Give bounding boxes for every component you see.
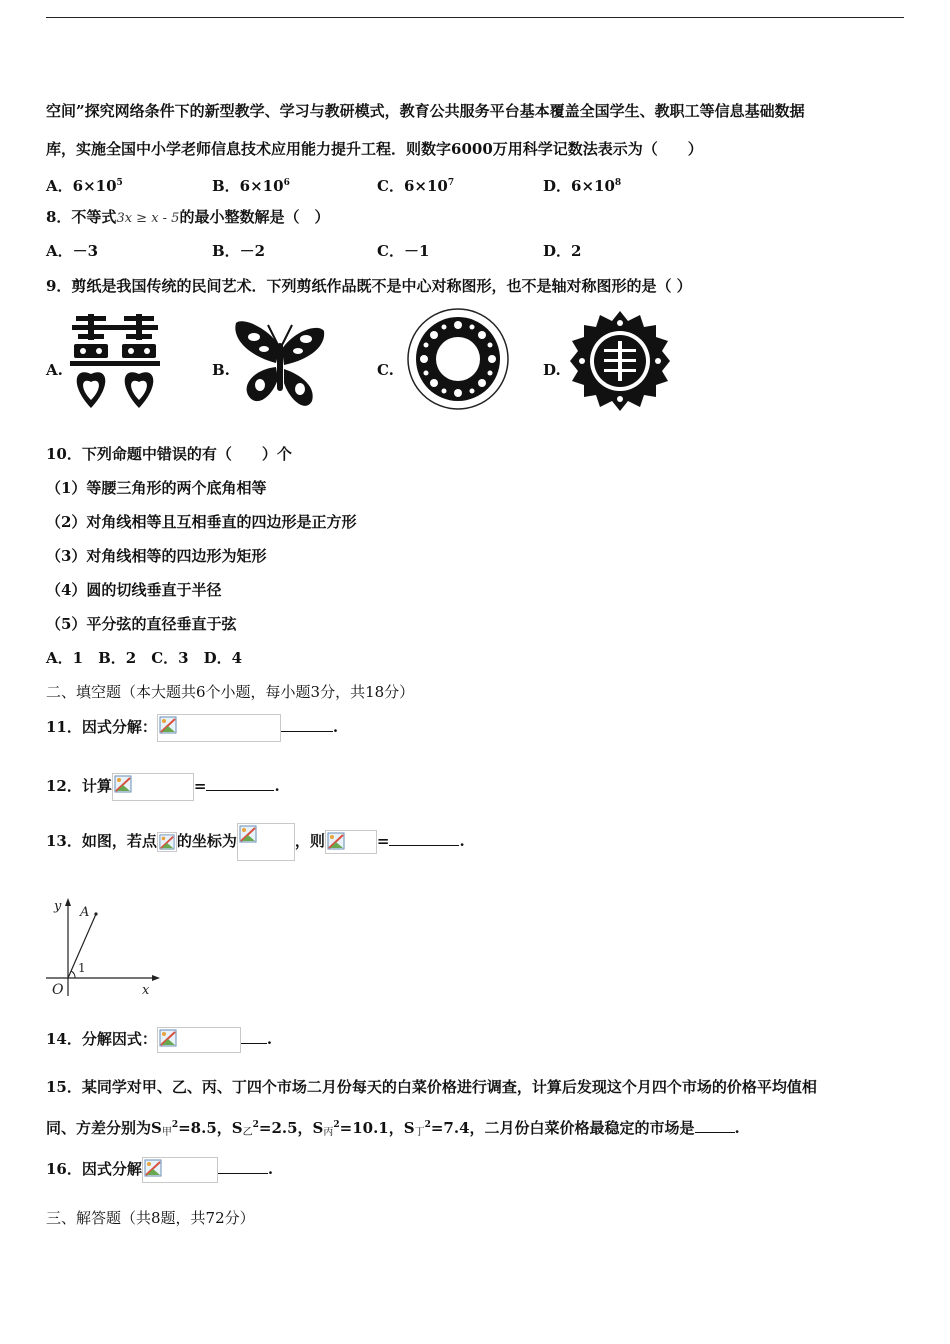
broken-image-icon [325,830,377,854]
q9-option-b-label: B. [212,361,230,379]
header-rule [46,17,904,18]
q16: 16．因式分解 . [46,1154,273,1184]
q10-item-2: （2）对角线相等且互相垂直的四边形是正方形 [46,513,357,531]
broken-image-icon [112,773,194,801]
section-2-heading: 二、填空题（本大题共6个小题，每小题3分，共18分） [46,683,415,701]
medallion-papercut-image [568,309,672,413]
q10-item-3: （3）对角线相等的四边形为矩形 [46,547,267,565]
angle-1-label: 1 [78,961,86,975]
q16-answer-blank[interactable] [218,1159,268,1174]
q7-line2: 库，实施全国中小学老师信息技术应用能力提升工程．则数字6000万用科学记数法表示为（ ） [46,140,703,158]
x-axis-label: x [142,983,150,998]
q9-option-c-label: C. [377,361,394,379]
q11: 11．因式分解： . [46,712,338,742]
q14-answer-blank[interactable] [241,1029,267,1044]
q15-line2: 同、方差分别为$S_甲^2=8.5$，$S_乙^2=2.5$，$S_丙^2=10.1$，$S_丁^2=7.4$，二月份白菜价格最稳定的市场是 . [46,1119,740,1138]
q8-option-a: A．－3 [46,242,99,260]
q9-stem: 9．剪纸是我国传统的民间艺术．下列剪纸作品既不是中心对称图形，也不是轴对称图形的是（ ） [46,277,692,295]
q12-answer-blank[interactable] [206,776,274,791]
q14: 14．分解因式： . [46,1024,272,1054]
q13: 13．如图，若点 的坐标为 ，则 = . [46,822,465,861]
broken-image-icon [142,1157,218,1183]
q10-stem: 10．下列命题中错误的有（ ）个 [46,445,292,463]
q8-stem: 8．不等式3x ≥ x - 5的最小整数解是（ ） [46,208,330,226]
q12: 12．计算 = . [46,771,280,801]
y-axis-label: y [54,899,62,914]
broken-image-icon [157,1027,241,1053]
q15-line1: 15．某同学对甲、乙、丙、丁四个市场二月份每天的白菜价格进行调查，计算后发现这个月四个市场的价格平均值相 [46,1078,817,1096]
q13-answer-blank[interactable] [389,831,459,846]
ring-papercut-image [406,307,510,411]
q7-option-b: B．$6\times 10^6$ [212,177,290,195]
q9-option-d-label: D. [543,361,561,379]
double-happiness-papercut-image [70,314,162,412]
q7-option-d: D．$6\times 10^8$ [543,177,622,195]
broken-image-icon [157,714,281,742]
q11-answer-blank[interactable] [281,717,333,732]
q15-answer-blank[interactable] [695,1118,735,1133]
point-a-label: A [80,905,90,920]
butterfly-papercut-image [232,317,328,413]
origin-label: O [52,982,64,998]
q8-option-c: C．－1 [377,242,430,260]
q7-option-a: A．$6\times 10^5$ [46,177,123,195]
q10-item-1: （1）等腰三角形的两个底角相等 [46,479,267,497]
q8-option-b: B．－2 [212,242,266,260]
section-3-heading: 三、解答题（共8题，共72分） [46,1209,255,1227]
q8-inequality: 3x ≥ x - 5 [116,211,180,226]
q10-item-5: （5）平分弦的直径垂直于弦 [46,615,237,633]
q7-line1: 空间”探究网络条件下的新型教学、学习与教研模式，教育公共服务平台基本覆盖全国学生、教职工等信息基础数据 [46,102,805,120]
q10-options: A．1 B．2 C．3 D．4 [46,649,243,667]
q9-option-a-label: A. [46,361,63,379]
broken-image-icon [157,832,177,852]
q8-option-d: D．2 [543,242,582,260]
q10-item-4: （4）圆的切线垂直于半径 [46,581,222,599]
q7-option-c: C．$6\times 10^7$ [377,177,455,195]
broken-image-icon [237,823,295,861]
coordinate-figure [42,892,166,1000]
